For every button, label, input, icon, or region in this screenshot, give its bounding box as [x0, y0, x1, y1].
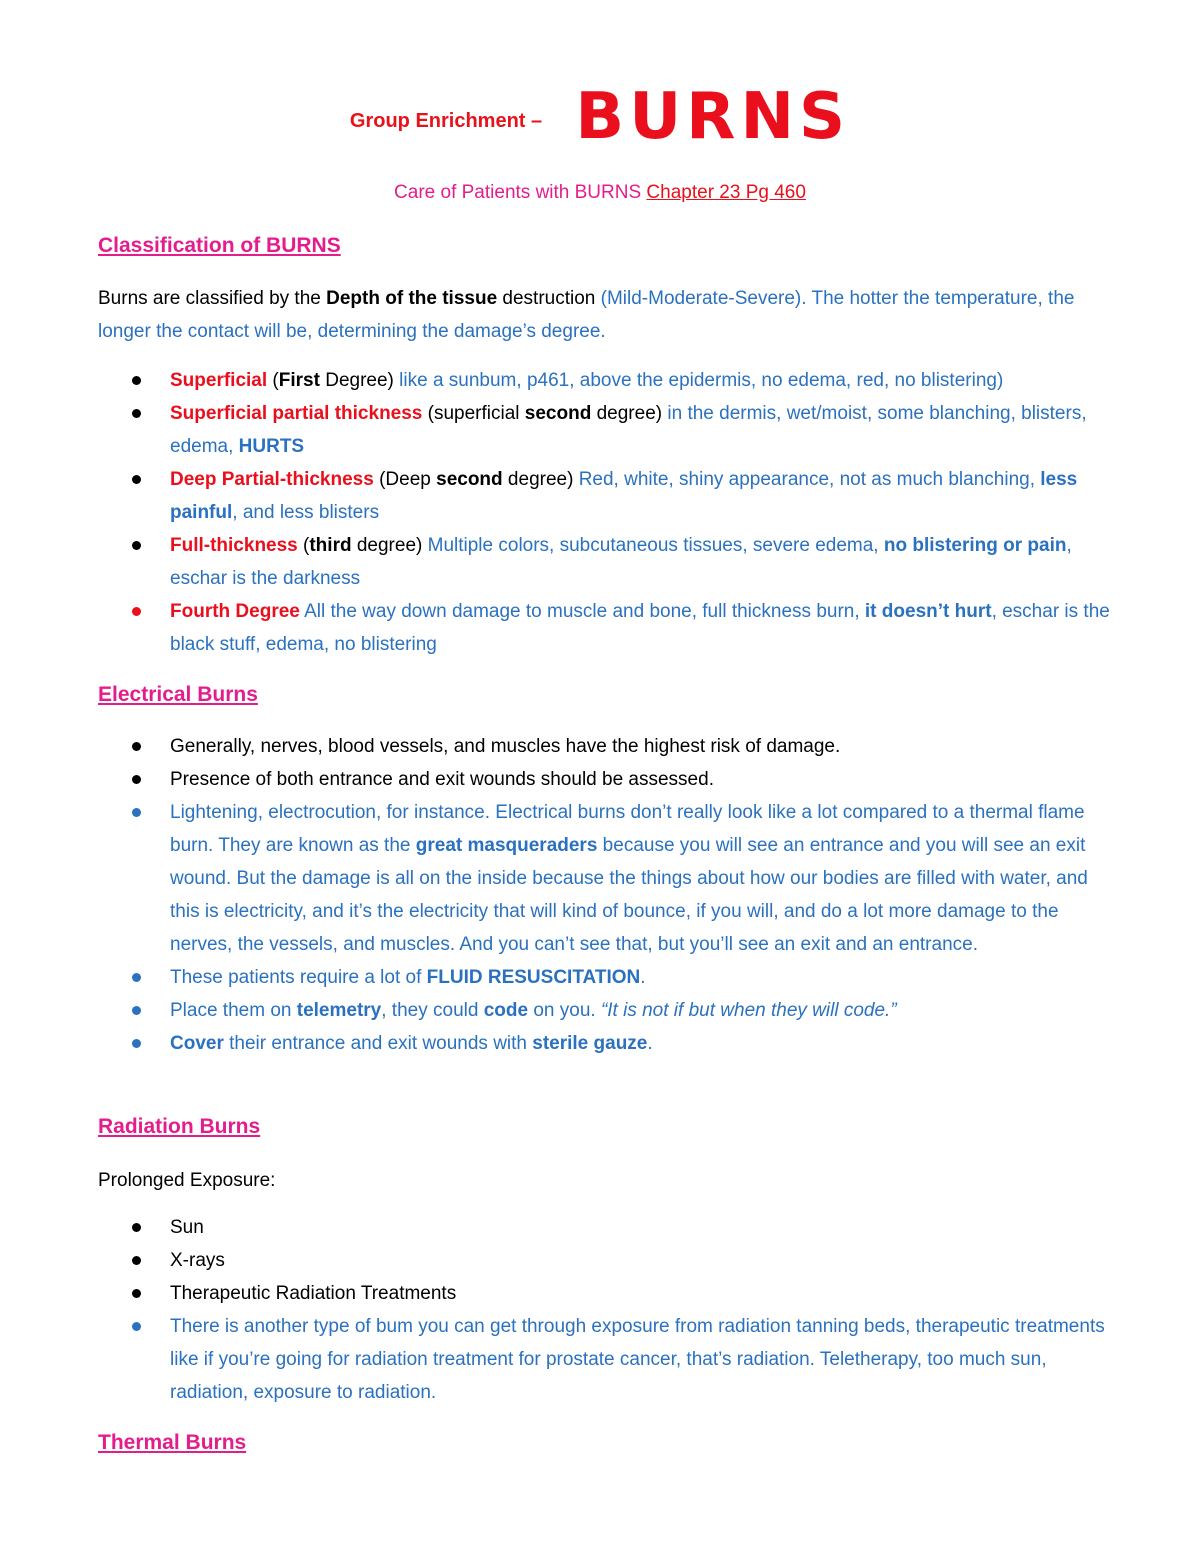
- item-desc-tail: , eschar is the darkness: [170, 535, 1072, 589]
- bullet-icon: [132, 973, 141, 982]
- list-item: [98, 796, 1118, 961]
- bullet-icon: [132, 775, 141, 784]
- item-degree: third: [309, 535, 352, 556]
- heading-thermal: Thermal Burns: [98, 1431, 247, 1454]
- item-text: on you.: [528, 1000, 601, 1021]
- list-item: [98, 463, 1118, 529]
- item-text: Sun: [170, 1217, 204, 1238]
- bullet-icon: [132, 607, 141, 616]
- heading-electrical: Electrical Burns: [98, 683, 258, 706]
- document-subtitle: [0, 182, 1200, 204]
- intro-blue: (Mild-Moderate-Severe). The hotter the temperature, the longer the contact will be, determining the damage’s degree.: [98, 288, 1075, 342]
- item-text: These patients require a lot of: [170, 967, 427, 988]
- bullet-icon: [132, 1289, 141, 1298]
- item-text: degree): [591, 403, 668, 424]
- item-degree: second: [436, 469, 503, 490]
- item-term: Fourth Degree: [170, 601, 300, 622]
- item-desc: Red, white, shiny appearance, not as much blanching,: [578, 469, 1041, 490]
- heading-classification: Classification of BURNS: [98, 234, 341, 257]
- bullet-icon: [132, 1223, 141, 1232]
- item-emphasis: Cover: [170, 1033, 224, 1054]
- bullet-icon: [132, 1006, 141, 1015]
- item-text: (: [267, 370, 279, 391]
- document-title: [0, 80, 1200, 154]
- title-main: BURNS: [575, 80, 851, 154]
- bullet-icon: [132, 475, 141, 484]
- item-text: (Deep: [373, 469, 437, 490]
- list-item: [98, 1244, 1118, 1277]
- list-item: [98, 1277, 1118, 1310]
- item-emphasis: HURTS: [238, 436, 305, 457]
- list-item: [98, 595, 1118, 661]
- item-text: Therapeutic Radiation Treatments: [170, 1283, 457, 1304]
- intro-text-1: Burns are classified by the: [98, 288, 327, 309]
- radiation-intro: Prolonged Exposure:: [98, 1170, 276, 1191]
- bullet-icon: [132, 1256, 141, 1265]
- title-prefix: Group Enrichment –: [349, 109, 543, 132]
- item-desc: All the way down damage to muscle and bone, full thickness burn,: [299, 601, 865, 622]
- item-text: degree): [351, 535, 428, 556]
- item-text: .: [647, 1033, 653, 1054]
- list-item: [98, 994, 1118, 1027]
- list-item: [98, 1310, 1118, 1409]
- electrical-list: [98, 730, 1118, 1060]
- item-desc-tail: , and less blisters: [232, 502, 380, 523]
- list-item: [98, 730, 1118, 763]
- classification-intro: [98, 282, 1108, 348]
- classification-list: [98, 364, 1118, 661]
- subtitle-text: Care of Patients with BURNS: [394, 182, 642, 203]
- item-emphasis: less painful: [170, 469, 1078, 523]
- item-text: Degree): [319, 370, 400, 391]
- item-emphasis: FLUID RESUSCITATION: [426, 967, 641, 988]
- subtitle-chapter: Chapter 23 Pg 460: [646, 182, 806, 203]
- item-desc: in the dermis, wet/moist, some blanching, blisters, edema,: [170, 403, 1087, 457]
- item-desc-tail: , eschar is the black stuff, edema, no blistering: [170, 601, 1110, 655]
- bullet-icon: [132, 1322, 141, 1331]
- item-text: (superficial: [422, 403, 525, 424]
- item-term: Superficial partial thickness: [170, 403, 423, 424]
- list-item: [98, 397, 1118, 463]
- item-text: because you will see an entrance and you will see an exit wound. But the damage is all on the inside because the things about how our bodies are filled with water, and this is electricity, and it’s the electricity that will kind of bounce, if you will, and do a lot more damage to the nerves, the vessels, and muscles. And you can’t see that, but you’ll see an exit and an entrance.: [170, 835, 1088, 955]
- intro-text-2: destruction: [497, 288, 601, 309]
- item-emphasis: it doesn’t hurt: [864, 601, 992, 622]
- list-item: [98, 529, 1118, 595]
- item-term: Deep Partial-thickness: [170, 469, 374, 490]
- item-desc: like a sunbum, p461, above the epidermis, no edema, red, no blistering): [399, 370, 1004, 391]
- item-term: Full-thickness: [170, 535, 298, 556]
- list-item: [98, 364, 1118, 397]
- bullet-icon: [132, 1039, 141, 1048]
- item-emphasis: code: [483, 1000, 529, 1021]
- item-text: (: [297, 535, 310, 556]
- item-text: , they could: [381, 1000, 484, 1021]
- item-text: There is another type of bum you can get through exposure from radiation tanning beds, therapeutic treatments like if you’re going for radiation treatment for prostate cancer, that’s radiation. Teletherapy, too much sun, radiation, exposure to radiation.: [170, 1316, 1105, 1403]
- item-emphasis: telemetry: [296, 1000, 382, 1021]
- bullet-icon: [132, 409, 141, 418]
- item-quote: “It is not if but when they will code.”: [600, 1000, 897, 1021]
- item-text: Presence of both entrance and exit wounds should be assessed.: [170, 769, 714, 790]
- item-emphasis: no blistering or pain: [883, 535, 1067, 556]
- bullet-icon: [132, 376, 141, 385]
- list-item: [98, 961, 1118, 994]
- item-emphasis: great masqueraders: [415, 835, 598, 856]
- item-desc: Multiple colors, subcutaneous tissues, severe edema,: [427, 535, 884, 556]
- item-text: Generally, nerves, blood vessels, and muscles have the highest risk of damage.: [170, 736, 841, 757]
- item-text: Place them on: [170, 1000, 297, 1021]
- item-emphasis: sterile gauze: [532, 1033, 648, 1054]
- item-text: degree): [502, 469, 579, 490]
- list-item: [98, 1027, 1118, 1060]
- intro-bold: Depth of the tissue: [326, 288, 498, 309]
- item-degree: First: [278, 370, 320, 391]
- list-item: [98, 763, 1118, 796]
- item-text: Lightening, electrocution, for instance. Electrical burns don’t really look like a lot compared to a thermal flame burn. They are known as the: [170, 802, 1085, 856]
- bullet-icon: [132, 742, 141, 751]
- heading-radiation: Radiation Burns: [98, 1115, 261, 1138]
- item-degree: second: [524, 403, 592, 424]
- bullet-icon: [132, 541, 141, 550]
- item-text: .: [640, 967, 646, 988]
- bullet-icon: [132, 808, 141, 817]
- item-text: their entrance and exit wounds with: [223, 1033, 533, 1054]
- radiation-list: [98, 1211, 1118, 1409]
- item-term: Superficial: [170, 370, 268, 391]
- item-text: X-rays: [170, 1250, 225, 1271]
- list-item: [98, 1211, 1118, 1244]
